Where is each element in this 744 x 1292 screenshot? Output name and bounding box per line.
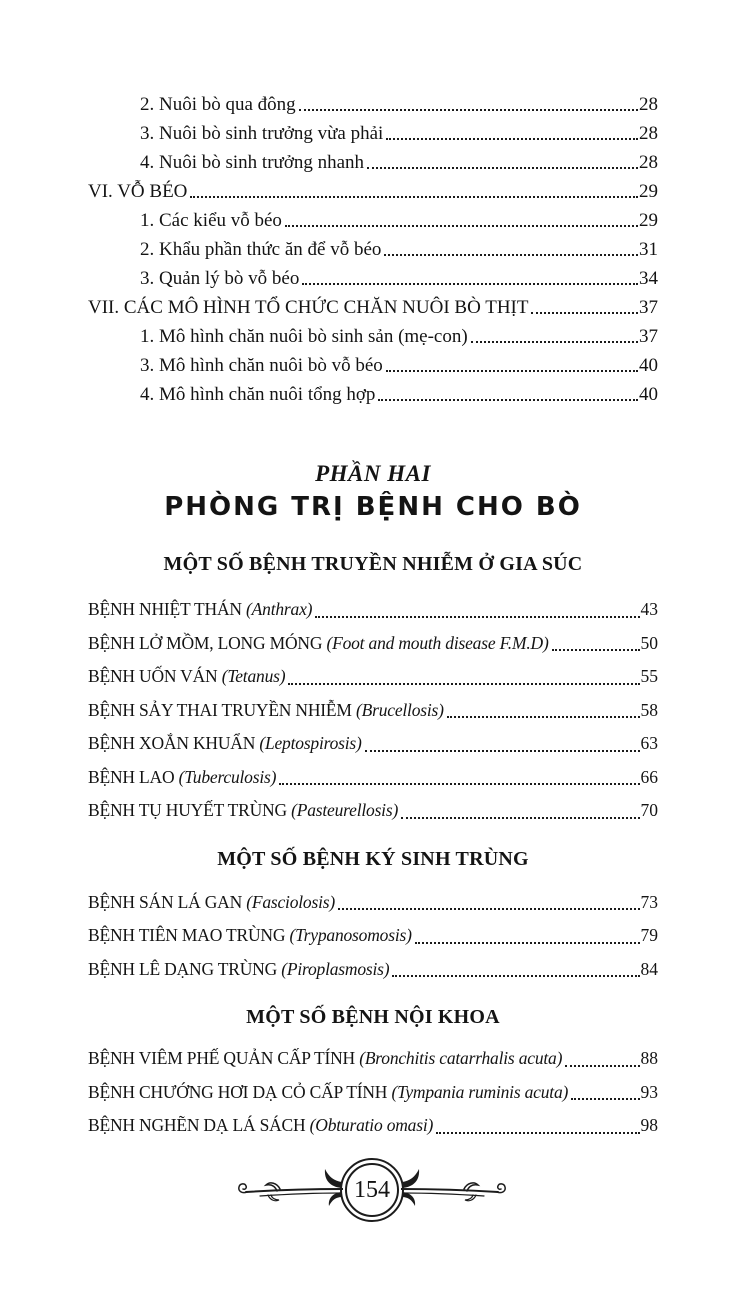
toc-entry [88,593,658,627]
toc-entry-page: 28 [639,123,658,144]
toc-entry [88,148,658,177]
toc-entry-page: 29 [639,210,658,231]
dot-leader [190,196,638,198]
toc-entry [88,1042,658,1076]
toc-entry-page: 37 [639,297,658,318]
dot-leader [447,716,640,718]
toc-entry-label: BỆNH TỤ HUYẾT TRÙNG (Pasteurellosis) [88,800,399,820]
dot-leader [471,341,638,343]
toc-entry-page: 34 [639,268,658,289]
toc-entry-page: 28 [639,94,658,115]
toc-entry-label: 3. Quản lý bò vỗ béo [140,268,300,289]
toc-entry-label: 2. Nuôi bò qua đông [140,94,296,115]
toc-entry-label: VII. CÁC MÔ HÌNH TỔ CHỨC CHĂN NUÔI BÒ THỊT [88,297,529,318]
section-heading: MỘT SỐ BỆNH NỘI KHOA [246,1006,500,1028]
toc-entry-label: BỆNH SÁN LÁ GAN (Fasciolosis) [88,891,335,912]
toc-entry-label: BỆNH VIÊM PHẾ QUẢN CẤP TÍNH (Bronchitis catarrhalis acuta) [88,1048,563,1068]
toc-entry-page: 43 [640,599,658,619]
toc-entry [88,761,658,795]
dot-leader [415,942,640,944]
toc-entry [88,235,658,264]
dot-leader [285,225,638,227]
dot-leader [288,683,639,685]
toc-top-block [88,90,658,409]
flourish-left-icon [238,1164,343,1216]
dot-leader [315,616,639,618]
dot-leader [386,138,638,140]
dot-leader [401,817,639,819]
dot-leader [552,649,640,651]
toc-entry-page: 37 [639,326,658,347]
toc-entry-label: 3. Nuôi bò sinh trưởng vừa phải [140,123,384,144]
section-heading: MỘT SỐ BỆNH KÝ SINH TRÙNG [217,847,529,870]
toc-entry-label: BỆNH LỞ MỒM, LONG MÓNG (Foot and mouth disease F.M.D) [88,632,549,653]
section-list [88,1042,658,1143]
toc-entry-label: BỆNH NGHẼN DẠ LÁ SÁCH (Obturatio omasi) [88,1115,434,1135]
page-number-badge [345,1163,399,1217]
dot-leader [565,1065,639,1067]
toc-entry-label: BỆNH LAO (Tuberculosis) [88,766,277,787]
toc-entry-page: 66 [640,766,658,787]
dot-leader [338,908,640,910]
toc-entry-page: 55 [640,666,658,686]
toc-entry-label: 4. Mô hình chăn nuôi tổng hợp [140,384,376,405]
toc-entry-page: 88 [640,1048,658,1068]
dot-leader [436,1132,639,1134]
toc-entry-page: 63 [640,733,658,753]
part-title: PHÒNG TRỊ BỆNH CHO BÒ [164,492,582,522]
toc-entry [88,694,658,728]
toc-entry-label: 1. Mô hình chăn nuôi bò sinh sản (mẹ-con) [140,326,468,347]
dot-leader [279,783,639,785]
toc-entry-label: BỆNH SẢY THAI TRUYỀN NHIỄM (Brucellosis) [88,699,444,720]
toc-entry-label: BỆNH XOẮN KHUẨN (Leptospirosis) [88,733,362,753]
toc-entry-label: 1. Các kiểu vỗ béo [140,210,282,231]
toc-entry [88,90,658,119]
toc-entry-label: 4. Nuôi bò sinh trưởng nhanh [140,152,365,173]
toc-entry [88,351,658,380]
dot-leader [392,975,639,977]
toc-entry [88,953,658,987]
toc-entry-page: 58 [640,699,658,720]
toc-entry [88,1109,658,1143]
toc-entry [88,886,658,920]
toc-entry-page: 98 [640,1115,658,1135]
toc-entry [88,380,658,409]
part-kicker: PHẦN HAI [315,461,431,486]
toc-entry-page: 93 [640,1081,658,1102]
section-heading: MỘT SỐ BỆNH TRUYỀN NHIỄM Ở GIA SÚC [163,553,583,575]
toc-entry-label: 3. Mô hình chăn nuôi bò vỗ béo [140,355,383,376]
toc-entry [88,727,658,761]
dot-leader [531,312,638,314]
toc-entry-label: 2. Khẩu phần thức ăn để vỗ béo [140,239,382,260]
toc-entry [88,119,658,148]
section-list [88,886,658,987]
toc-entry [88,206,658,235]
dot-leader [386,370,638,372]
dot-leader [367,167,638,169]
toc-entry-page: 50 [640,632,658,653]
toc-entry [88,322,658,351]
dot-leader [302,283,638,285]
toc-entry-page: 28 [639,152,658,173]
dot-leader [378,399,638,401]
toc-entry [88,794,658,828]
dot-leader [384,254,638,256]
toc-entry-page: 84 [640,958,658,979]
toc-entry-page: 70 [640,800,658,820]
toc-entry-page: 40 [639,355,658,376]
toc-entry-page: 79 [640,925,658,945]
toc-entry-label: BỆNH LÊ DẠNG TRÙNG (Piroplasmosis) [88,958,390,979]
dot-leader [299,109,638,111]
toc-entry-page: 29 [639,181,658,202]
toc-entry [88,177,658,206]
section-list [88,593,658,828]
toc-entry [88,293,658,322]
toc-entry-label: BỆNH UỐN VÁN (Tetanus) [88,666,286,686]
footer-ornament [0,1163,744,1217]
flourish-right-icon [401,1164,506,1216]
toc-entry [88,264,658,293]
toc-entry-label: BỆNH CHƯỚNG HƠI DẠ CỎ CẤP TÍNH (Tympania ruminis acuta) [88,1081,569,1102]
toc-entry-page: 40 [639,384,658,405]
page-number: 154 [354,1176,390,1203]
toc-entry-label: BỆNH NHIỆT THÁN (Anthrax) [88,599,313,619]
toc-entry-label: VI. VỖ BÉO [88,181,188,202]
toc-entry [88,1076,658,1110]
dot-leader [571,1098,639,1100]
toc-entry [88,919,658,953]
toc-entry [88,627,658,661]
toc-entry-label: BỆNH TIÊN MAO TRÙNG (Trypanosomosis) [88,925,412,945]
toc-entry-page: 73 [640,891,658,912]
toc-content [88,90,658,1143]
toc-entry [88,660,658,694]
toc-entry-page: 31 [639,239,658,260]
dot-leader [365,750,640,752]
